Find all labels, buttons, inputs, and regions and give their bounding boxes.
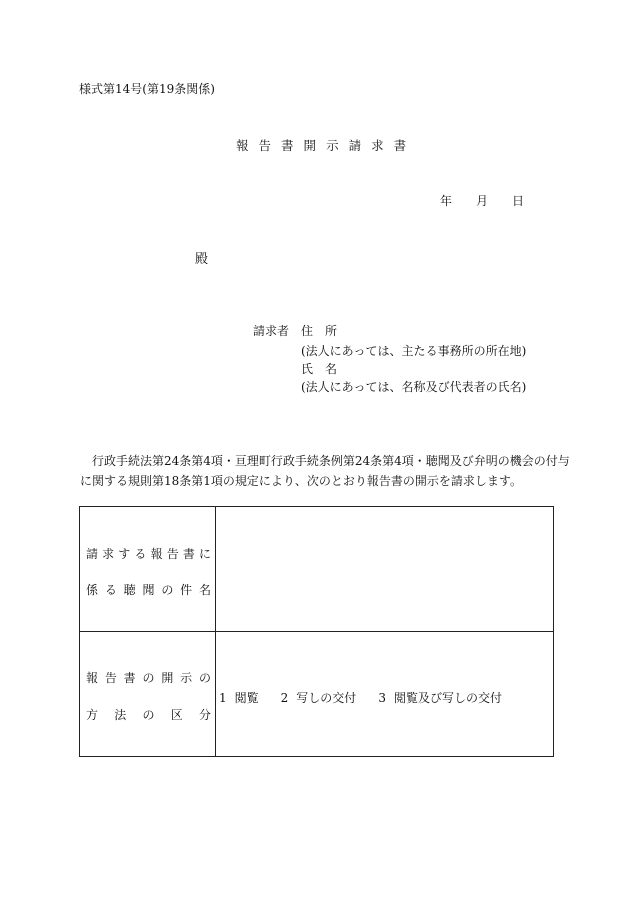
document-title [236,136,416,154]
option-view-and-copy[interactable] [378,689,502,706]
header-char: 件 [180,583,193,597]
option-label: 閲覧及び写しの交付 [393,691,502,705]
header-char: 書 [182,547,195,561]
header-char: 名 [198,583,211,597]
header-char: 求 [102,547,115,561]
header-char: 告 [104,671,117,685]
report-subject-field[interactable] [216,507,554,632]
date-line [440,192,524,209]
header-char: の [161,583,174,597]
header-char: 方 [86,708,99,722]
header-char: す [118,547,131,561]
option-label: 写しの交付 [296,691,357,705]
header-char: 聞 [142,583,155,597]
requester-label: 請求者 [253,324,290,338]
disclosure-method-header [80,632,216,757]
title-char: 報 [236,138,249,153]
header-char: 示 [180,671,193,685]
report-subject-header [80,507,216,632]
header-char: 報 [150,547,163,561]
body-text-line-2: に関する規則第18条第1項の規定により、次のとおり報告書の開示を請求します。 [80,474,522,488]
body-text-line-1: 行政手続法第24条第4項・亘理町行政手続条例第24条第4項・聴聞及び弁明の機会の付与 [92,454,570,468]
form-number: 様式第14号(第19条関係) [79,82,215,96]
header-char: の [142,671,155,685]
header-char: る [104,583,117,597]
header-char: 報 [86,671,99,685]
header-char: 開 [161,671,174,685]
title-char: 求 [371,138,384,153]
address-note: (法人にあっては、主たる事務所の所在地) [301,344,527,358]
header-char: 聴 [123,583,136,597]
title-char: 示 [326,138,339,153]
table-row [80,507,554,632]
header-char: 書 [123,671,136,685]
date-day: 日 [512,194,525,208]
date-month: 月 [476,194,489,208]
header-char: の [198,671,211,685]
header-char: 係 [86,583,99,597]
header-char: 分 [198,708,211,722]
header-line [86,581,211,598]
header-char: る [134,547,147,561]
request-table [79,506,554,757]
header-char: に [198,547,211,561]
title-char: 請 [348,138,362,153]
name-label: 氏 名 [301,362,338,376]
disclosure-options [219,689,524,706]
option-number: 3 [378,691,386,705]
option-copy[interactable] [281,689,357,706]
header-line [86,669,211,686]
header-char: 区 [170,708,183,722]
title-char: 書 [393,138,407,153]
header-line [86,706,211,723]
header-char: の [142,708,155,722]
title-char: 開 [303,138,317,153]
header-line [86,545,211,562]
title-char: 告 [258,138,272,153]
option-view[interactable] [219,689,259,706]
header-char: 告 [166,547,179,561]
addressee-suffix: 殿 [195,252,209,267]
title-char: 書 [281,138,294,153]
address-label: 住 所 [301,324,338,338]
date-year: 年 [440,194,453,208]
name-note: (法人にあっては、名称及び代表者の氏名) [301,380,527,394]
option-label: 閲覧 [234,691,259,705]
option-number: 2 [280,691,289,705]
header-char: 法 [114,708,127,722]
option-number: 1 [219,691,227,705]
header-char: 請 [86,547,99,561]
